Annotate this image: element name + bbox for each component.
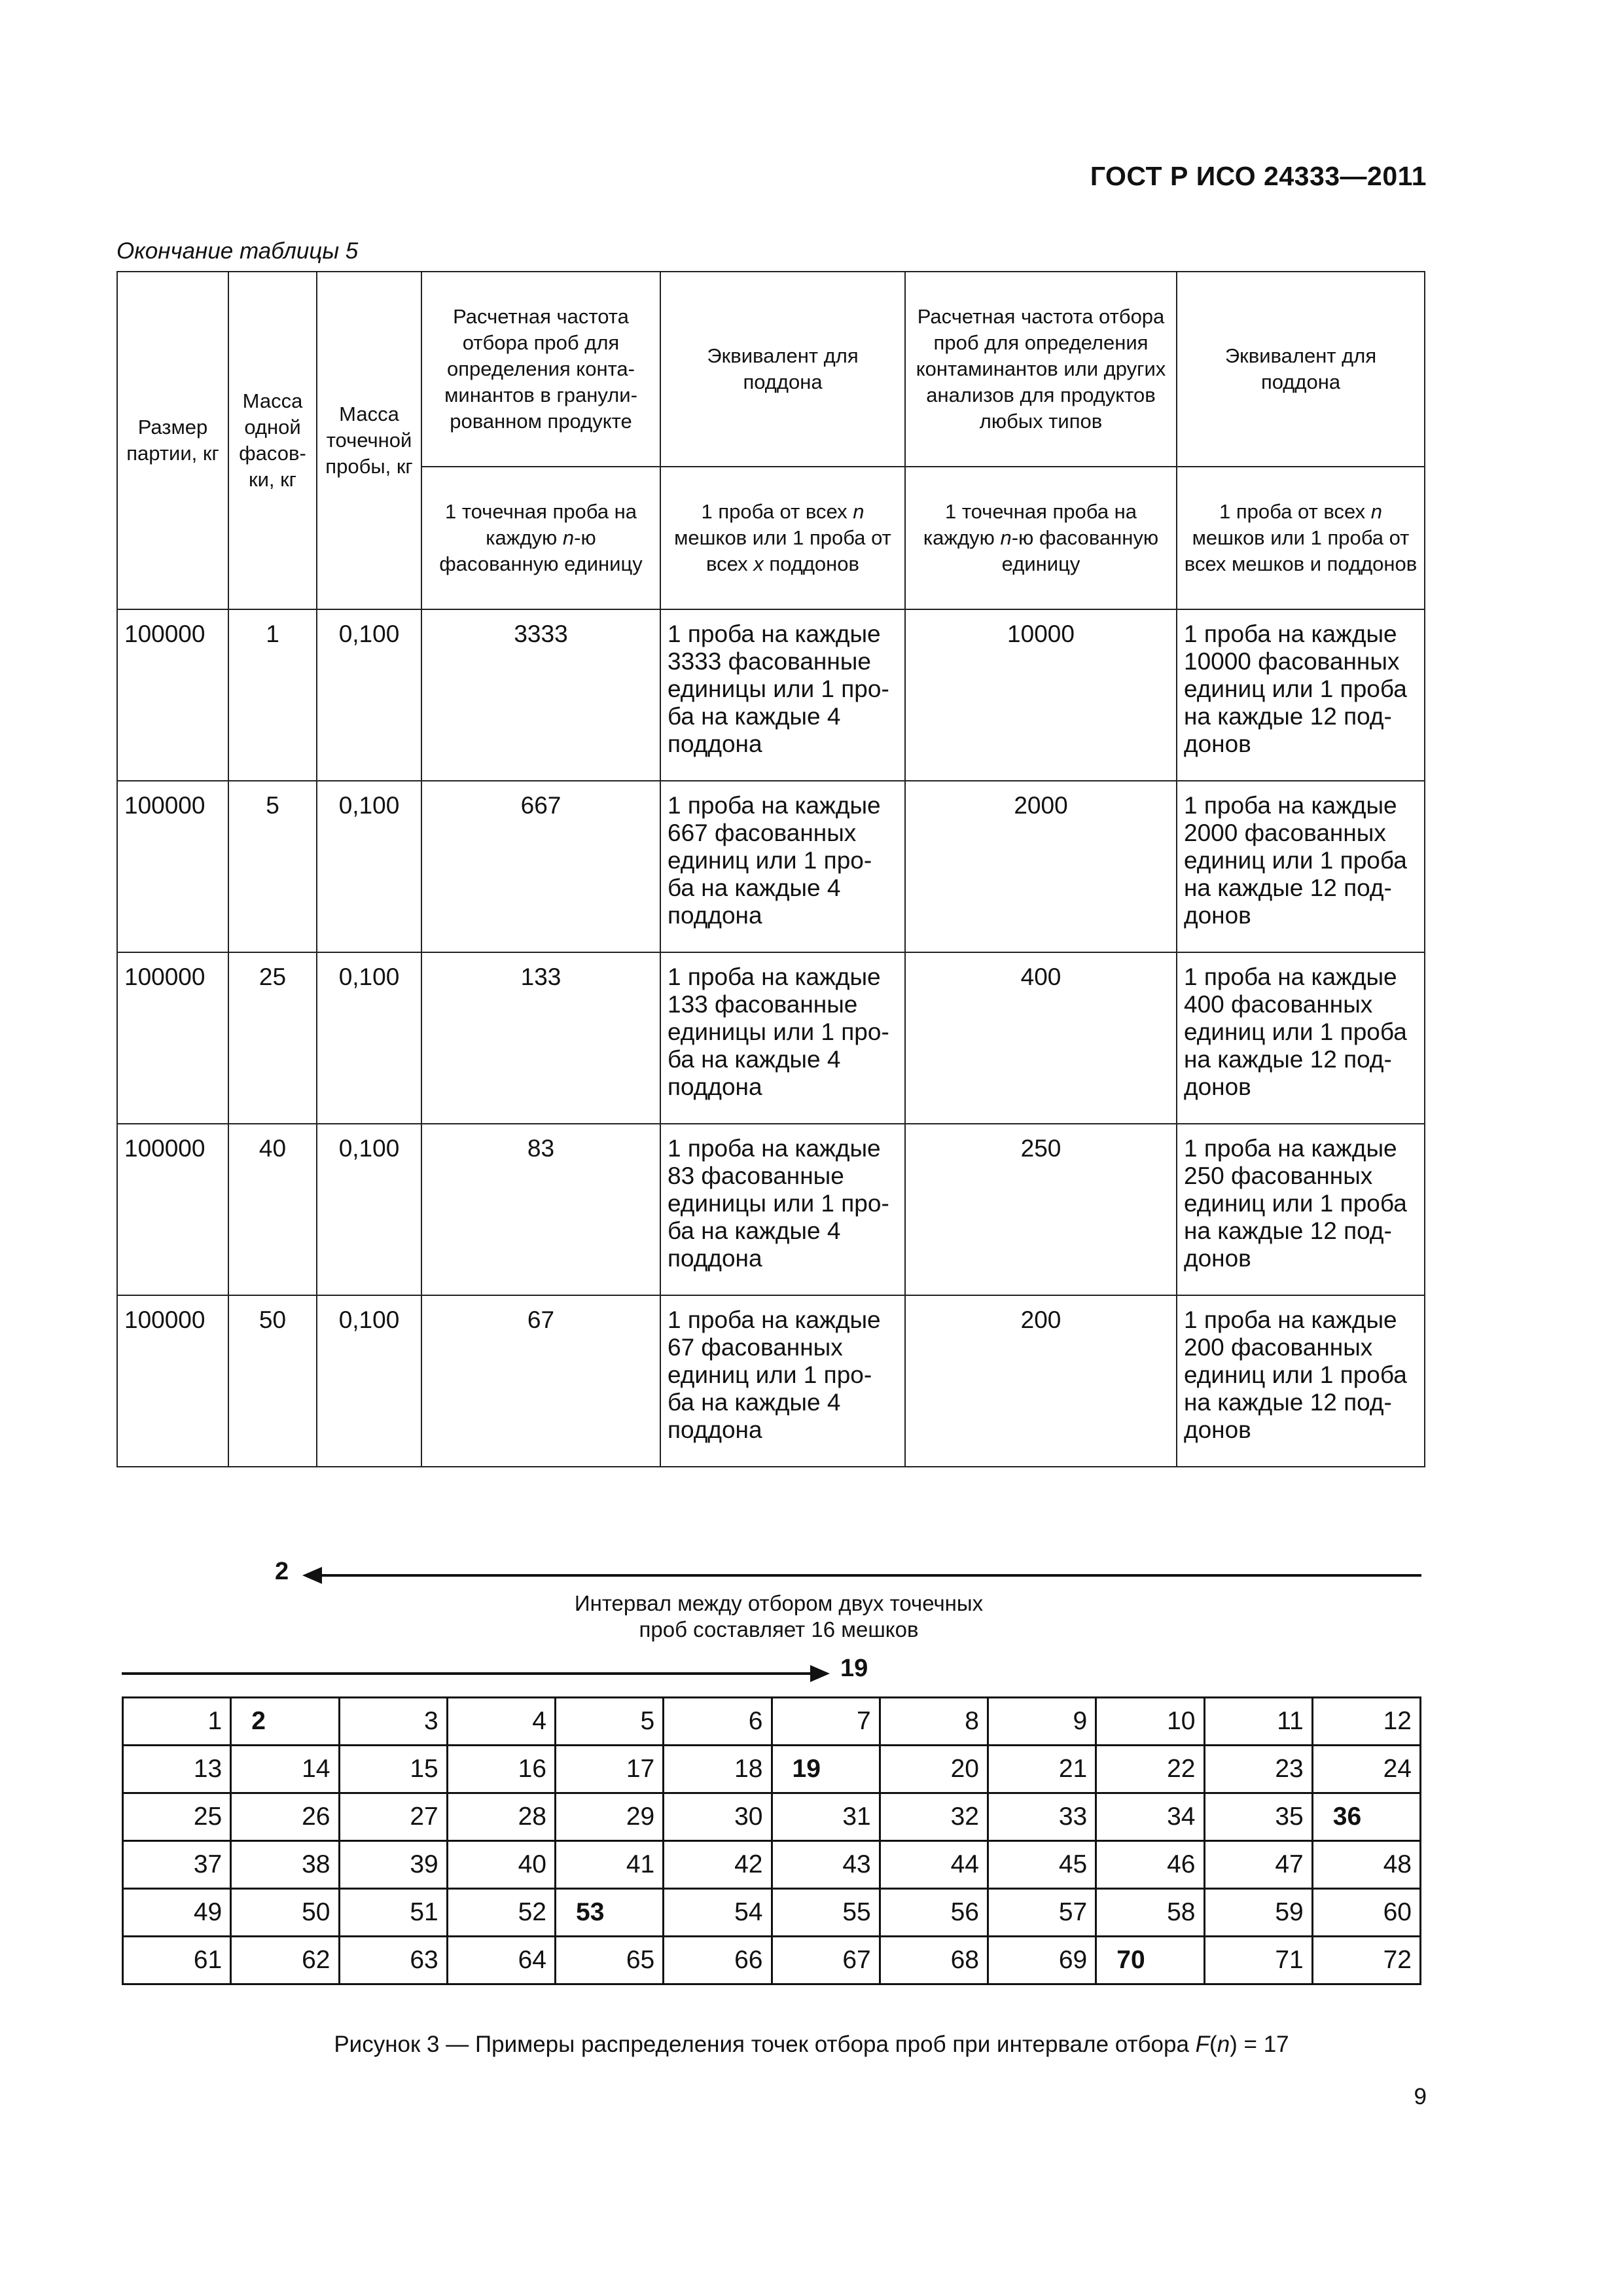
subheader-freq-any: 1 точечная проба на каждую n-ю фасованную единицу — [905, 467, 1177, 609]
cell-unit: 1 — [228, 609, 317, 781]
grid-cell: 4 — [447, 1698, 555, 1746]
grid-cell: 59 — [1204, 1889, 1312, 1937]
grid-cell: 41 — [556, 1841, 664, 1889]
header-unit-mass: Масса одной фасов- ки, кг — [228, 272, 317, 609]
bag-grid — [122, 1696, 1421, 1985]
left-arrow-line — [318, 1574, 1421, 1577]
grid-cell: 35 — [1204, 1793, 1312, 1841]
grid-cell: 46 — [1096, 1841, 1204, 1889]
cell-unit: 50 — [228, 1295, 317, 1467]
grid-row — [123, 1937, 1421, 1984]
grid-cell: 3 — [339, 1698, 447, 1746]
table-row — [117, 609, 1425, 781]
grid-cell: 13 — [123, 1746, 231, 1793]
arrow-forward-label: 19 — [840, 1655, 868, 1682]
cell-lot: 100000 — [117, 952, 228, 1124]
grid-cell: 28 — [447, 1793, 555, 1841]
table-row — [117, 952, 1425, 1124]
grid-cell: 25 — [123, 1793, 231, 1841]
grid-cell: 42 — [664, 1841, 772, 1889]
grid-cell: 29 — [556, 1793, 664, 1841]
grid-cell-sampled: 19 — [772, 1746, 880, 1793]
grid-cell: 18 — [664, 1746, 772, 1793]
subheader-freq-granulated: 1 точечная проба на каждую n-ю фасованную единицу — [421, 467, 660, 609]
grid-cell: 27 — [339, 1793, 447, 1841]
grid-cell: 60 — [1312, 1889, 1420, 1937]
grid-cell: 31 — [772, 1793, 880, 1841]
grid-cell: 49 — [123, 1889, 231, 1937]
grid-cell: 63 — [339, 1937, 447, 1984]
cell-sample: 0,100 — [317, 1295, 421, 1467]
grid-cell: 43 — [772, 1841, 880, 1889]
header-freq-granulated: Расчетная частота отбора проб для определения конта- минантов в гранули- рованном продукте — [421, 272, 660, 467]
grid-cell: 66 — [664, 1937, 772, 1984]
cell-freq2: 2000 — [905, 781, 1177, 952]
grid-cell: 26 — [231, 1793, 339, 1841]
grid-cell: 40 — [447, 1841, 555, 1889]
cell-freq2: 250 — [905, 1124, 1177, 1295]
interval-description: Интервал между отбором двух точечных проб составляет 16 мешков — [574, 1591, 984, 1641]
grid-cell-sampled: 70 — [1096, 1937, 1204, 1984]
header-sample-mass: Масса точечной пробы, кг — [317, 272, 421, 609]
grid-cell: 9 — [988, 1698, 1096, 1746]
grid-cell: 57 — [988, 1889, 1096, 1937]
grid-cell: 32 — [880, 1793, 988, 1841]
cell-freq1: 133 — [421, 952, 660, 1124]
cell-lot: 100000 — [117, 1295, 228, 1467]
cell-eq1: 1 проба на каждые 667 фасованных единиц или 1 про- ба на каждые 4 поддона — [660, 781, 905, 952]
grid-cell: 52 — [447, 1889, 555, 1937]
grid-row — [123, 1698, 1421, 1746]
grid-cell: 64 — [447, 1937, 555, 1984]
table-caption: Окончание таблицы 5 — [116, 238, 359, 264]
grid-cell: 55 — [772, 1889, 880, 1937]
document-code: ГОСТ Р ИСО 24333—2011 — [1090, 161, 1427, 191]
grid-cell: 38 — [231, 1841, 339, 1889]
grid-cell: 5 — [556, 1698, 664, 1746]
cell-eq2: 1 проба на каждые 200 фасованных единиц или 1 проба на каждые 12 под- донов — [1177, 1295, 1425, 1467]
cell-lot: 100000 — [117, 781, 228, 952]
grid-cell: 24 — [1312, 1746, 1420, 1793]
grid-cell: 58 — [1096, 1889, 1204, 1937]
cell-eq1: 1 проба на каждые 67 фасованных единиц или 1 про- ба на каждые 4 поддона — [660, 1295, 905, 1467]
grid-cell: 6 — [664, 1698, 772, 1746]
table-row — [117, 1124, 1425, 1295]
grid-cell: 20 — [880, 1746, 988, 1793]
grid-cell: 15 — [339, 1746, 447, 1793]
cell-freq1: 667 — [421, 781, 660, 952]
cell-lot: 100000 — [117, 609, 228, 781]
grid-cell: 14 — [231, 1746, 339, 1793]
cell-sample: 0,100 — [317, 952, 421, 1124]
grid-cell: 69 — [988, 1937, 1096, 1984]
figure-caption: Рисунок 3 — Примеры распределения точек отбора проб при интервале отбора F(n) = 17 — [334, 2032, 1289, 2057]
header-lot-size: Размер партии, кг — [117, 272, 228, 609]
cell-eq2: 1 проба на каждые 2000 фасованных единиц или 1 проба на каждые 12 под- донов — [1177, 781, 1425, 952]
grid-cell: 12 — [1312, 1698, 1420, 1746]
cell-freq1: 67 — [421, 1295, 660, 1467]
grid-cell: 68 — [880, 1937, 988, 1984]
grid-cell: 47 — [1204, 1841, 1312, 1889]
grid-cell: 16 — [447, 1746, 555, 1793]
header-pallet-equiv-2: Эквивалент для поддона — [1177, 272, 1425, 467]
grid-cell: 51 — [339, 1889, 447, 1937]
cell-freq2: 400 — [905, 952, 1177, 1124]
cell-sample: 0,100 — [317, 781, 421, 952]
cell-freq2: 10000 — [905, 609, 1177, 781]
grid-row — [123, 1841, 1421, 1889]
grid-cell: 44 — [880, 1841, 988, 1889]
cell-freq2: 200 — [905, 1295, 1177, 1467]
cell-freq1: 3333 — [421, 609, 660, 781]
subheader-pallet-equiv-1: 1 проба от всех n мешков или 1 проба от всех x поддонов — [660, 467, 905, 609]
right-arrow-line — [122, 1672, 812, 1675]
sampling-table — [116, 271, 1425, 1467]
grid-cell: 21 — [988, 1746, 1096, 1793]
table-row — [117, 781, 1425, 952]
grid-cell: 67 — [772, 1937, 880, 1984]
grid-cell: 10 — [1096, 1698, 1204, 1746]
grid-cell: 65 — [556, 1937, 664, 1984]
cell-eq1: 1 проба на каждые 3333 фасованные единицы или 1 про- ба на каждые 4 поддона — [660, 609, 905, 781]
grid-cell: 1 — [123, 1698, 231, 1746]
left-arrow-head-icon — [302, 1567, 322, 1584]
header-pallet-equiv-1: Эквивалент для поддона — [660, 272, 905, 467]
grid-cell: 48 — [1312, 1841, 1420, 1889]
cell-freq1: 83 — [421, 1124, 660, 1295]
grid-cell: 72 — [1312, 1937, 1420, 1984]
table-row — [117, 1295, 1425, 1467]
cell-eq2: 1 проба на каждые 250 фасованных единиц или 1 проба на каждые 12 под- донов — [1177, 1124, 1425, 1295]
cell-eq1: 1 проба на каждые 133 фасованные единицы или 1 про- ба на каждые 4 поддона — [660, 952, 905, 1124]
grid-cell: 34 — [1096, 1793, 1204, 1841]
grid-cell: 33 — [988, 1793, 1096, 1841]
grid-cell: 62 — [231, 1937, 339, 1984]
grid-cell: 8 — [880, 1698, 988, 1746]
cell-eq2: 1 проба на каждые 10000 фасованных единиц или 1 проба на каждые 12 под- донов — [1177, 609, 1425, 781]
grid-row — [123, 1889, 1421, 1937]
grid-cell: 23 — [1204, 1746, 1312, 1793]
cell-unit: 25 — [228, 952, 317, 1124]
header-freq-any: Расчетная частота отбора проб для определения контаминантов или других анализов для продуктов любых типов — [905, 272, 1177, 467]
grid-cell-sampled: 2 — [231, 1698, 339, 1746]
right-arrow-head-icon — [810, 1665, 830, 1682]
grid-cell-sampled: 53 — [556, 1889, 664, 1937]
grid-cell: 71 — [1204, 1937, 1312, 1984]
grid-cell: 56 — [880, 1889, 988, 1937]
grid-cell: 61 — [123, 1937, 231, 1984]
cell-eq2: 1 проба на каждые 400 фасованных единиц или 1 проба на каждые 12 под- донов — [1177, 952, 1425, 1124]
grid-cell: 37 — [123, 1841, 231, 1889]
cell-unit: 5 — [228, 781, 317, 952]
cell-sample: 0,100 — [317, 609, 421, 781]
grid-cell: 11 — [1204, 1698, 1312, 1746]
cell-eq1: 1 проба на каждые 83 фасованные единицы или 1 про- ба на каждые 4 поддона — [660, 1124, 905, 1295]
grid-row — [123, 1793, 1421, 1841]
page-number: 9 — [1414, 2084, 1427, 2109]
grid-cell: 22 — [1096, 1746, 1204, 1793]
cell-lot: 100000 — [117, 1124, 228, 1295]
grid-cell: 50 — [231, 1889, 339, 1937]
grid-cell: 39 — [339, 1841, 447, 1889]
cell-unit: 40 — [228, 1124, 317, 1295]
subheader-pallet-equiv-2: 1 проба от всех n мешков или 1 проба от всех мешков и поддонов — [1177, 467, 1425, 609]
grid-cell: 54 — [664, 1889, 772, 1937]
grid-cell: 7 — [772, 1698, 880, 1746]
grid-row — [123, 1746, 1421, 1793]
grid-cell-sampled: 36 — [1312, 1793, 1420, 1841]
grid-cell: 45 — [988, 1841, 1096, 1889]
cell-sample: 0,100 — [317, 1124, 421, 1295]
grid-cell: 30 — [664, 1793, 772, 1841]
arrow-back-label: 2 — [275, 1558, 289, 1585]
grid-cell: 17 — [556, 1746, 664, 1793]
